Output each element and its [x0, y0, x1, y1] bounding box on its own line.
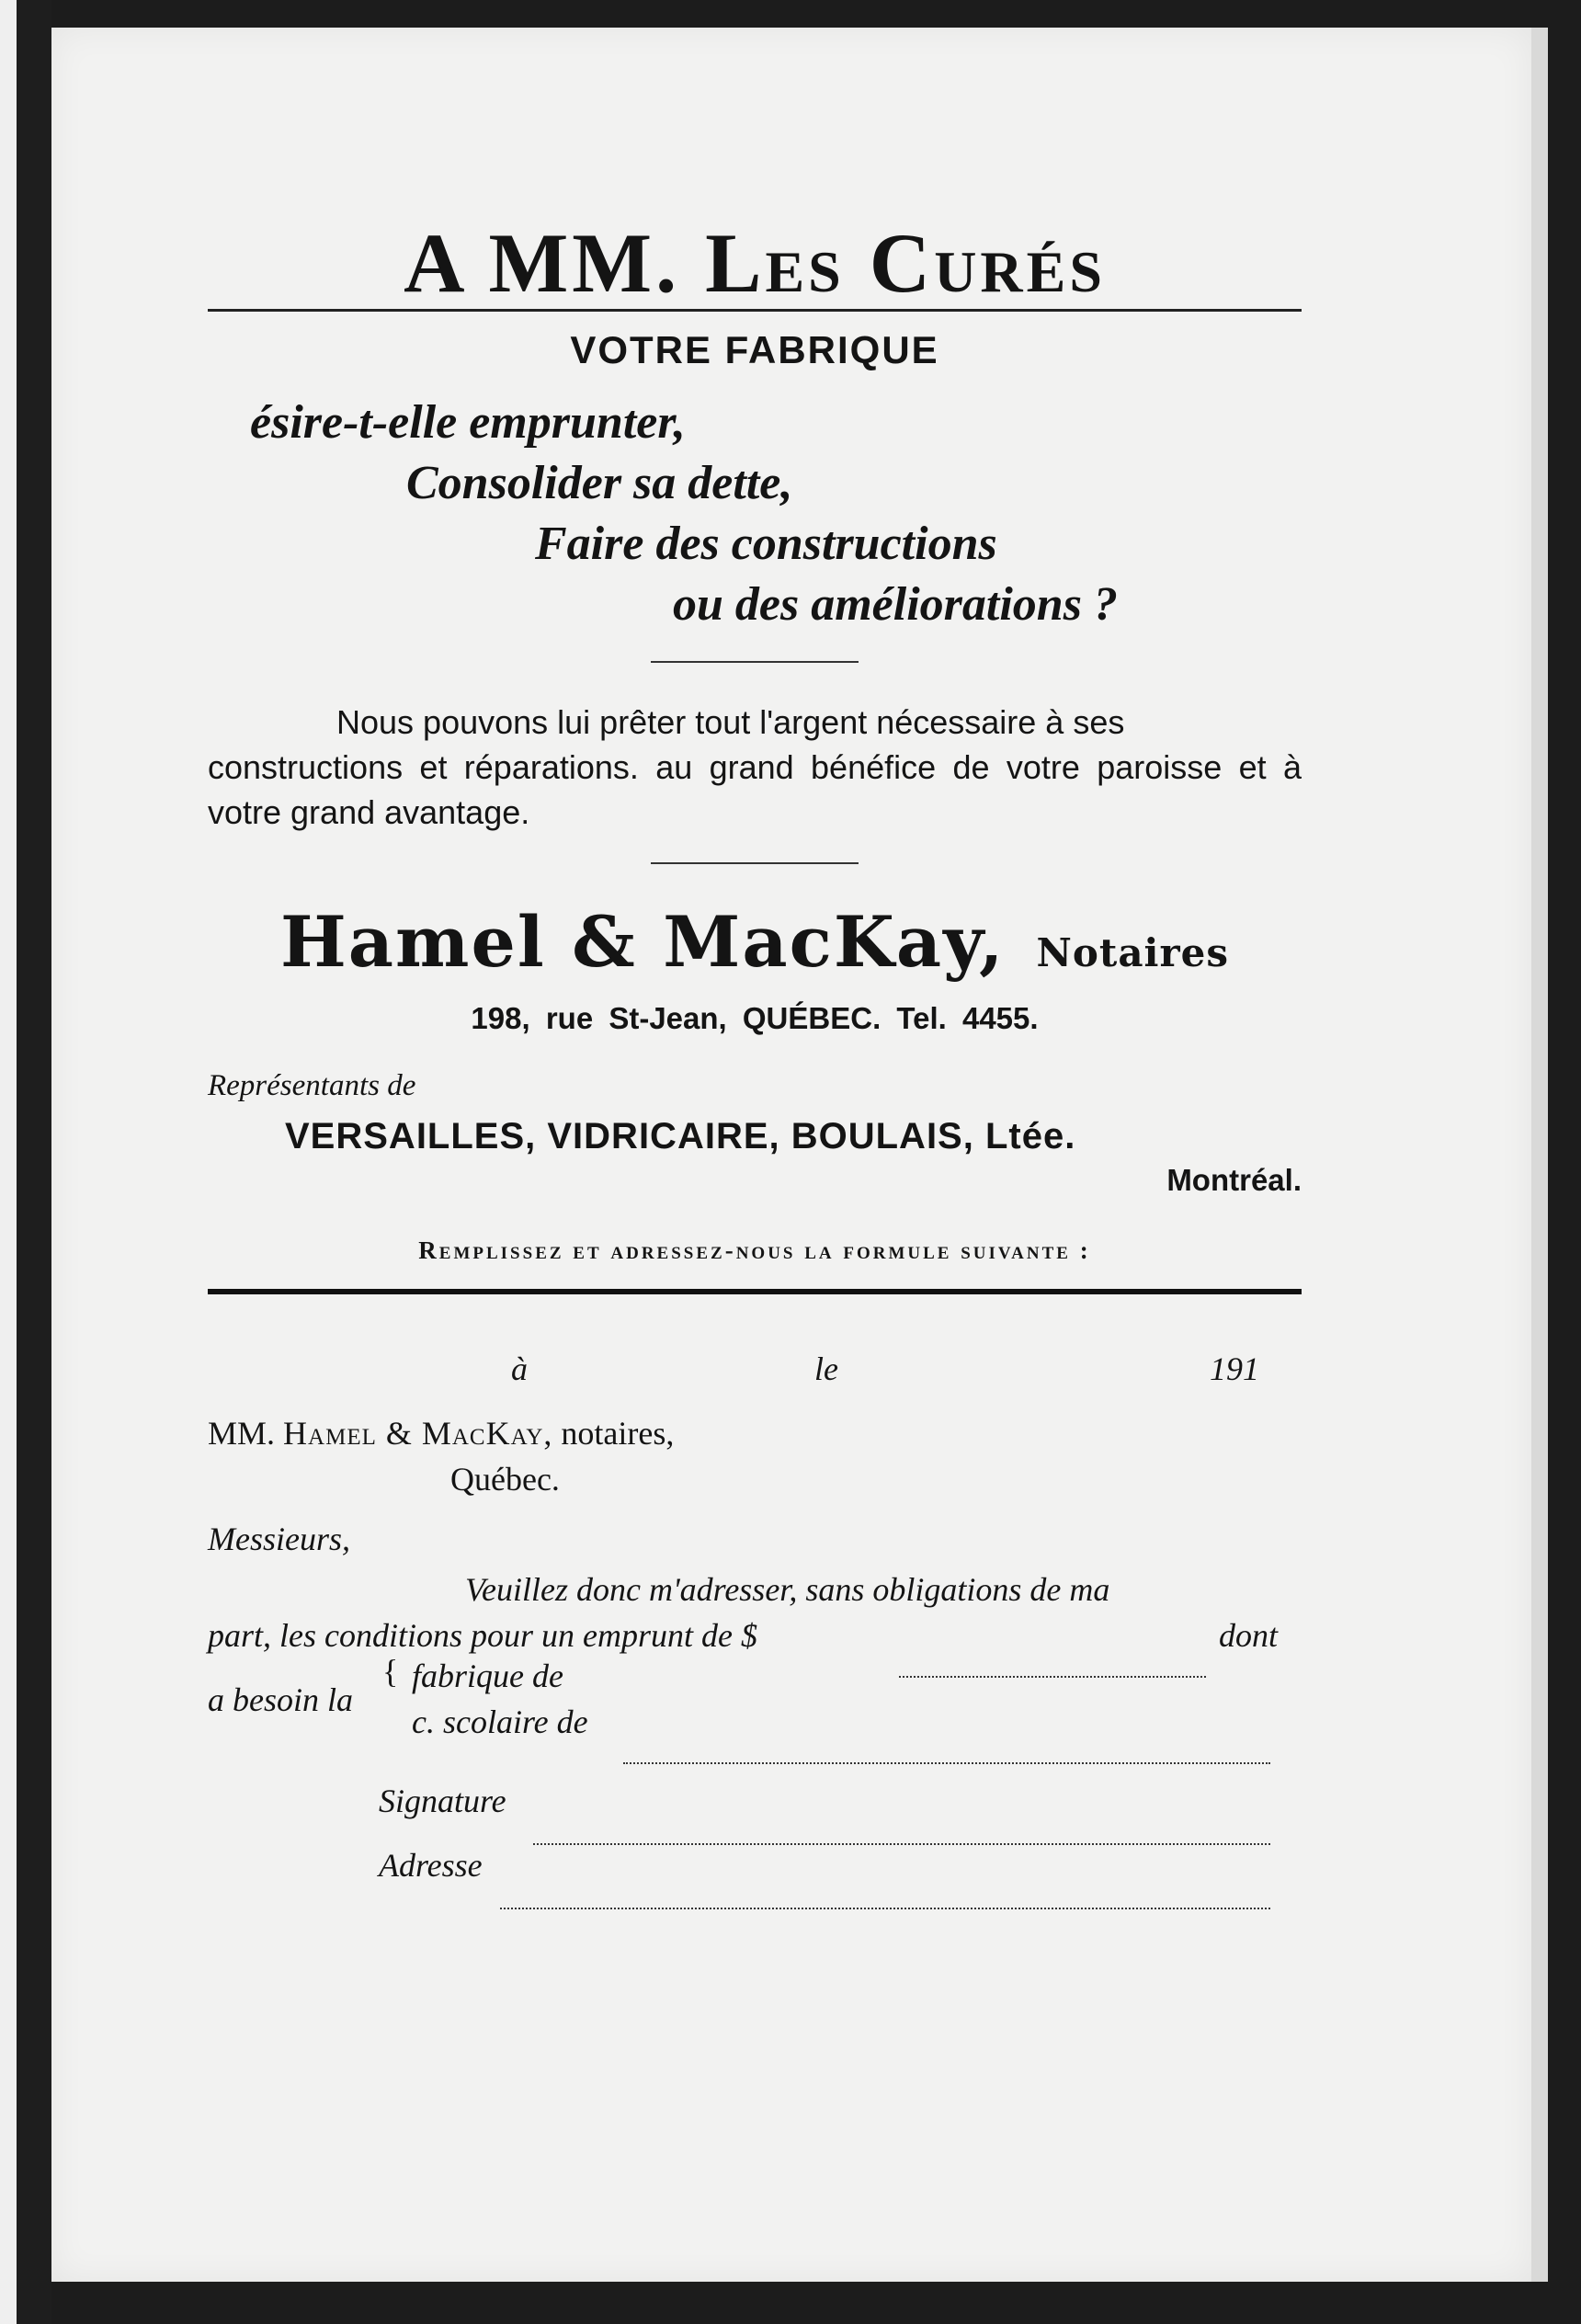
- amount-field[interactable]: [899, 1647, 1206, 1686]
- place-label: à: [511, 1350, 528, 1387]
- address-field[interactable]: [500, 1879, 1270, 1918]
- option-scolaire: c. scolaire de: [412, 1703, 588, 1740]
- addressee-line: [208, 1414, 674, 1452]
- representatives-company: VERSAILLES, VIDRICAIRE, BOULAIS, Ltée.: [285, 1116, 1076, 1156]
- subtitle: VOTRE FABRIQUE: [570, 328, 939, 371]
- divider: [651, 862, 859, 864]
- question-line-2: Consolider sa dette,: [406, 457, 793, 509]
- firm-address: 198, rue St-Jean, QUÉBEC. Tel. 4455.: [471, 1001, 1039, 1035]
- form-body-line-1: Veuillez donc m'adresser, sans obligations de ma: [465, 1571, 1110, 1608]
- need-prefix: a besoin la: [208, 1681, 353, 1718]
- book-gutter: [17, 0, 51, 2324]
- ad-content: [208, 216, 1302, 1956]
- page-title: A MM. Les Curés: [208, 221, 1302, 312]
- address-label: Adresse: [379, 1847, 483, 1884]
- question-line-1: ésire-t-elle emprunter,: [250, 396, 686, 449]
- year-label: 191: [1210, 1350, 1259, 1387]
- request-form: [208, 1294, 1302, 1956]
- question-line-3: Faire des constructions: [535, 518, 997, 570]
- adjacent-page-edge: [0, 0, 17, 2324]
- lead-line-1: Nous pouvons lui prêter tout l'argent nécessaire à ses: [336, 703, 1125, 741]
- addressee-suffix: notaires,: [561, 1415, 675, 1452]
- parish-field[interactable]: [623, 1734, 1270, 1772]
- form-instruction: Remplissez et adressez-nous la formule suivante :: [418, 1236, 1091, 1264]
- question-line-4: ou des améliorations ?: [673, 578, 1118, 631]
- firm-heading: [208, 901, 1302, 983]
- signature-field[interactable]: [533, 1815, 1270, 1853]
- addressee-city: Québec.: [450, 1461, 560, 1498]
- representatives-city: Montréal.: [1166, 1163, 1302, 1197]
- page-edge-strip: [1531, 28, 1548, 2282]
- salutation: Messieurs,: [208, 1521, 350, 1557]
- representatives-label: Représentants de: [208, 1069, 416, 1102]
- signature-label: Signature: [379, 1783, 506, 1819]
- lead-rest: constructions et réparations. au grand bénéfice de votre paroisse et à votre grand avantage.: [208, 748, 1302, 831]
- firm-name: Hamel & MacKay,: [280, 901, 1006, 983]
- form-body-line-2-end: dont: [1219, 1617, 1279, 1654]
- divider: [651, 661, 859, 663]
- lead-paragraph: [208, 700, 1302, 835]
- addressee-names: Hamel & MacKay,: [283, 1415, 553, 1452]
- brace-icon: {: [382, 1653, 399, 1690]
- addressee-prefix: MM.: [208, 1415, 276, 1452]
- question-block: [208, 393, 1302, 635]
- date-label: le: [814, 1350, 838, 1387]
- firm-role: Notaires: [1036, 930, 1229, 975]
- option-fabrique: fabrique de: [412, 1658, 563, 1694]
- form-body-line-2: part, les conditions pour un emprunt de $: [208, 1617, 757, 1654]
